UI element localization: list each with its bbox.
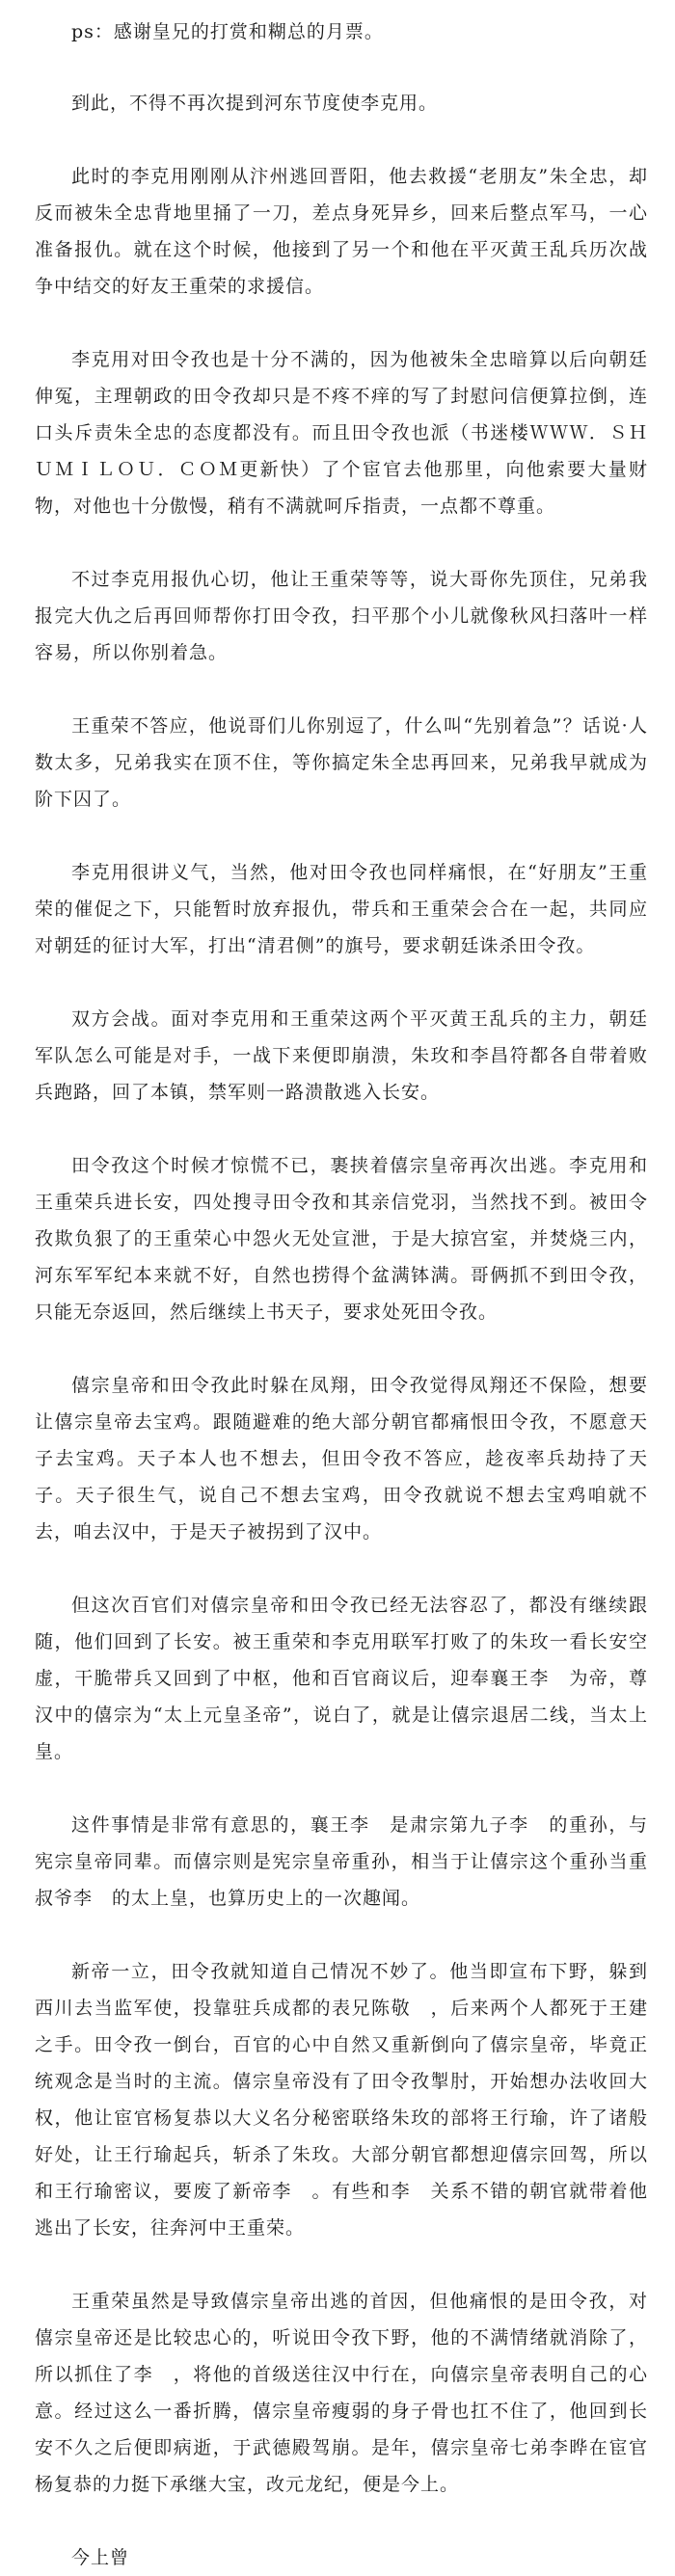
body-paragraph: 田令孜这个时候才惊慌不已，裹挟着僖宗皇帝再次出逃。李克用和王重荣兵进长安，四处搜寻田令孜和其亲信党羽，当然找不到。被田令孜欺负狠了的王重荣心中怨火无处宣泄，于是大掠宫室，并焚烧三内，河东军军纪本来就不好，自然也捞得个盆满钵满。哥俩抓不到田令孜，只能无奈返回，然后继续上书天子，要求处死田令孜。 xyxy=(35,1155,648,1323)
body-paragraph: 双方会战。面对李克用和王重荣这两个平灭黄王乱兵的主力，朝廷军队怎么可能是对手，一战下来便即崩溃，朱玫和李昌符都各自带着败兵跑路，回了本镇，禁军则一路溃散逃入长安。 xyxy=(35,1008,648,1103)
body-paragraph: 僖宗皇帝和田令孜此时躲在凤翔，田令孜觉得凤翔还不保险，想要让僖宗皇帝去宝鸡。跟随避难的绝大部分朝官都痛恨田令孜，不愿意天子去宝鸡。天子本人也不想去，但田令孜不答应，趁夜率兵劫持了天子。天子很生气，说自己不想去宝鸡，田令孜就说不想去宝鸡咱就不去，咱去汉中，于是天子被拐到了汉中。 xyxy=(35,1375,648,1543)
body-paragraph: 王重荣虽然是导致僖宗皇帝出逃的首因，但他痛恨的是田令孜，对僖宗皇帝还是比较忠心的，听说田令孜下野，他的不满情绪就消除了，所以抓住了李 ，将他的首级送往汉中行在，向僖宗皇帝表明自己的心意。经过这么一番折腾，僖宗皇帝瘦弱的身子骨也扛不住了，他回到长安不久之后便即病逝，于武德殿驾崩。是年，僖宗皇帝七弟李晔在宦官杨复恭的力挺下承继大宝，改元龙纪，便是今上。 xyxy=(35,2291,648,2495)
trailing-fragment: 今上曾 xyxy=(71,2547,130,2568)
body-paragraph: 这件事情是非常有意思的，襄王李 是肃宗第九子李 的重孙，与宪宗皇帝同辈。而僖宗则是宪宗皇帝重孙，相当于让僖宗这个重孙当重叔爷李 的太上皇，也算历史上的一次趣闻。 xyxy=(35,1814,648,1909)
body-paragraph: 不过李克用报仇心切，他让王重荣等等，说大哥你先顶住，兄弟我报完大仇之后再回师帮你打田令孜，扫平那个小儿就像秋风扫落叶一样容易，所以你别着急。 xyxy=(35,569,648,663)
body-paragraph: 此时的李克用刚刚从汴州逃回晋阳，他去救援“老朋友”朱全忠，却反而被朱全忠背地里捅了一刀，差点身死异乡，回来后整点军马，一心准备报仇。就在这个时候，他接到了另一个和他在平灭黄王乱兵历次战争中结交的好友王重荣的求援信。 xyxy=(35,166,648,297)
body-paragraph: 王重荣不答应，他说哥们儿你别逗了，什么叫“先别着急”？话说·人数太多，兄弟我实在顶不住，等你搞定朱全忠再回来，兄弟我早就成为阶下囚了。 xyxy=(35,715,648,810)
body-paragraph: 到此，不得不再次提到河东节度使李克用。 xyxy=(71,93,439,114)
body-paragraph: 新帝一立，田令孜就知道自己情况不妙了。他当即宣布下野，躲到西川去当监军使，投靠驻兵成都的表兄陈敬 ，后来两个人都死于王建之手。田令孜一倒台，百官的心中自然又重新倒向了僖宗皇帝，毕竟正统观念是当时的主流。僖宗皇帝没有了田令孜掣肘，开始想办法收回大权，他让宦官杨复恭以大义名分秘密联络朱玫的部将王行瑜，许了诸般好处，让王行瑜起兵，斩杀了朱玫。大部分朝官都想迎僖宗回驾，所以和王行瑜密议，要废了新帝李 。有些和李 关系不错的朝官就带着他逃出了长安，往奔河中王重荣。 xyxy=(35,1961,648,2239)
body-paragraph: 但这次百官们对僖宗皇帝和田令孜已经无法容忍了，都没有继续跟随，他们回到了长安。被王重荣和李克用联军打败了的朱玫一看长安空虚，干脆带兵又回到了中枢，他和百官商议后，迎奉襄王李 为帝，尊汉中的僖宗为“太上元皇圣帝”，说白了，就是让僖宗退居二线，当太上皇。 xyxy=(35,1595,648,1762)
body-paragraph: 李克用很讲义气，当然，他对田令孜也同样痛恨，在“好朋友”王重荣的催促之下，只能暂时放弃报仇，带兵和王重荣会合在一起，共同应对朝廷的征讨大军，打出“清君侧”的旗号，要求朝廷诛杀田令孜。 xyxy=(35,862,648,956)
author-note: ps：感谢皇兄的打赏和糊总的月票。 xyxy=(71,21,384,42)
body-paragraph: 李克用对田令孜也是十分不满的，因为他被朱全忠暗算以后向朝廷伸冤，主理朝政的田令孜却只是不疼不痒的写了封慰问信便算拉倒，连口头斥责朱全忠的态度都没有。而且田令孜也派（书迷楼ＷＷＷ．ＳＨＵＭＩＬＯＵ．ＣＯＭ更新快）了个宦官去他那里，向他索要大量财物，对他也十分傲慢，稍有不满就呵斥指责，一点都不尊重。 xyxy=(35,349,648,517)
